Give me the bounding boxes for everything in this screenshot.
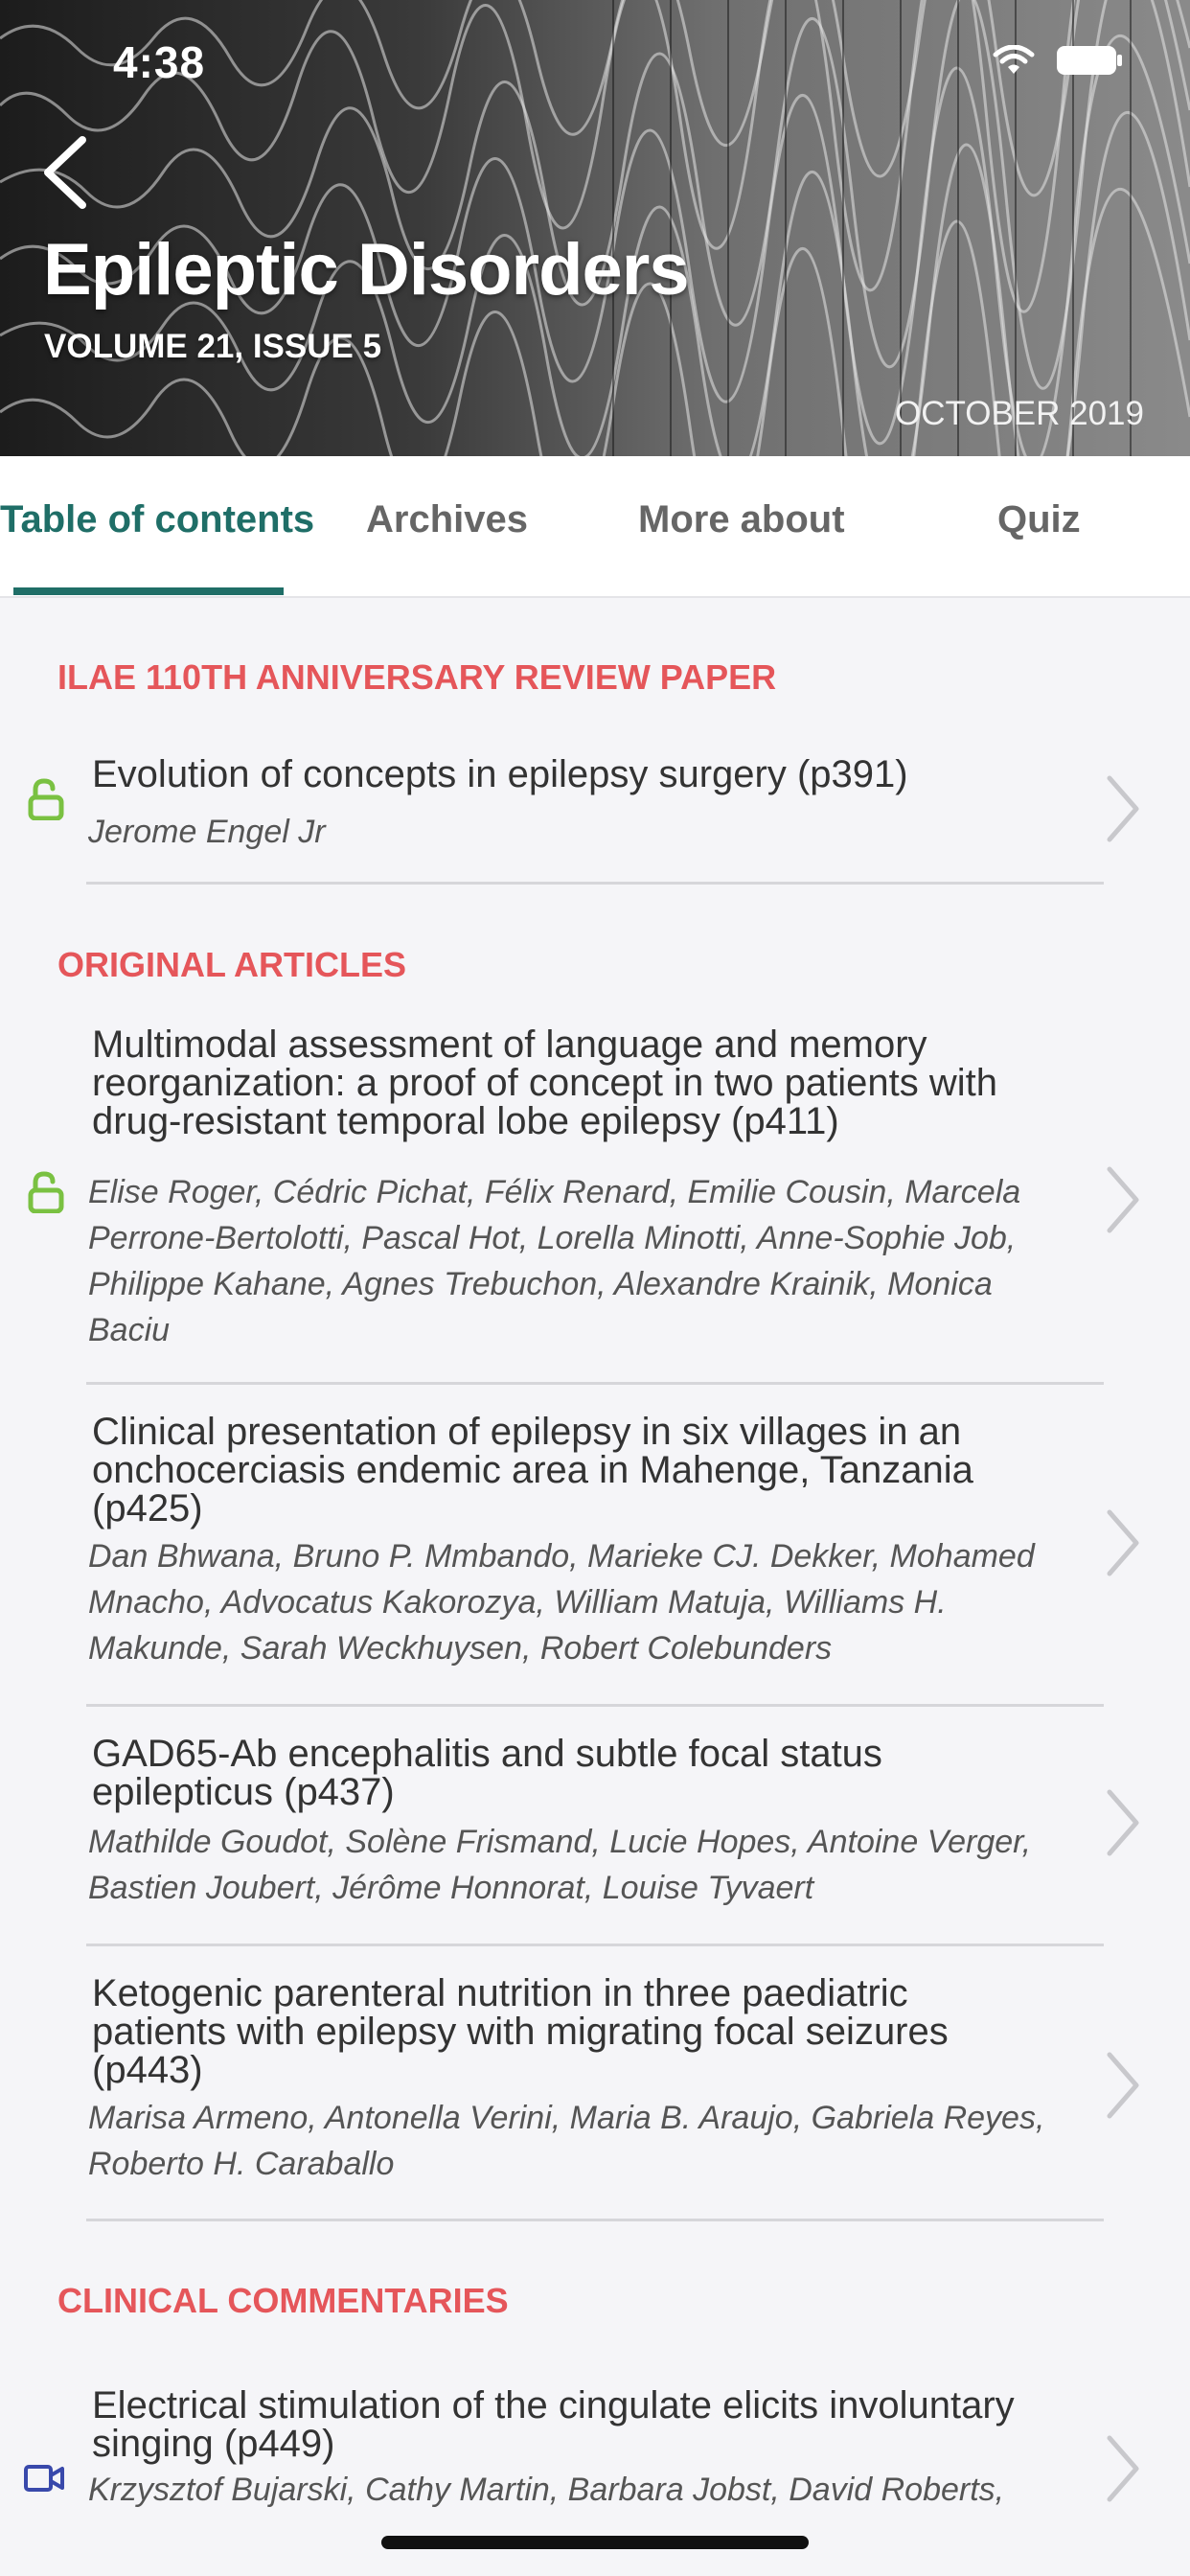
chevron-right-icon [1104,2051,1142,2120]
active-tab-indicator [13,587,284,595]
open-lock-icon [27,1171,65,1213]
article-title: Evolution of concepts in epilepsy surgery (p391) [92,753,908,795]
section-heading: ILAE 110TH ANNIVERSARY REVIEW PAPER [57,657,777,697]
article-row[interactable] [0,738,1190,884]
section-heading: ORIGINAL ARTICLES [57,945,407,984]
status-time: 4:38 [113,37,206,87]
article-title: Ketogenic parenteral nutrition in three paediatric patients with epilepsy with migrating focal seizures (p443) [92,1972,949,2091]
battery-icon [1056,44,1123,77]
wifi-icon [993,45,1035,76]
chevron-right-icon [1104,1165,1142,1234]
article-title: GAD65-Ab encephalitis and subtle focal status epilepticus (p437) [92,1733,882,1813]
article-authors: Dan Bhwana, Bruno P. Mmbando, Marieke CJ. Dekker, Mohamed Mnacho, Advocatus Kakorozya, William Matuja, Williams H. Makunde, Sarah Weckhuysen, Robert Colebunders [88,1538,1035,1667]
article-authors: Jerome Engel Jr [88,814,326,850]
tab-archives[interactable]: Archives [366,498,528,540]
status-icons [993,44,1123,77]
journal-header [0,0,1190,456]
article-title: Multimodal assessment of language and memory reorganization: a proof of concept in two patients with drug-resistant temporal lobe epilepsy (p411) [92,1024,997,1142]
tab-quiz[interactable]: Quiz [997,498,1081,540]
row-divider [86,2219,1104,2221]
chevron-right-icon [1104,1788,1142,1857]
article-authors: Elise Roger, Cédric Pichat, Félix Renard, Emilie Cousin, Marcela Perrone-Bertolotti, Pascal Hot, Lorella Minotti, Anne-Sophie Job, Philippe Kahane, Agnes Trebuchon, Alexandre Krainik, Monica Baciu [88,1174,1021,1348]
chevron-right-icon [1104,1508,1142,1577]
row-divider [86,882,1104,885]
tab-more-about[interactable]: More about [638,498,845,540]
chevron-right-icon [1104,774,1142,843]
article-authors: Mathilde Goudot, Solène Frismand, Lucie Hopes, Antoine Verger, Bastien Joubert, Jérôme Honnorat, Louise Tyvaert [88,1824,1032,1906]
issue-date: OCTOBER 2019 [894,395,1144,432]
video-icon [23,2463,65,2494]
open-lock-icon [27,778,65,820]
article-row[interactable] [0,1384,1190,1704]
article-row[interactable] [0,1025,1190,1382]
section-heading: CLINICAL COMMENTARIES [57,2281,509,2320]
home-indicator[interactable] [381,2536,809,2549]
tab-bar [0,456,1190,598]
tab-table-of-contents[interactable]: Table of contents [0,498,315,540]
article-authors: Krzysztof Bujarski, Cathy Martin, Barbara Jobst, David Roberts, [88,2472,1005,2508]
article-title: Clinical presentation of epilepsy in six villages in an onchocerciasis endemic area in Mahenge, Tanzania (p425) [92,1411,973,1530]
chevron-right-icon [1104,2434,1142,2503]
article-title: Electrical stimulation of the cingulate elicits involuntary singing (p449) [92,2384,1015,2465]
journal-title: Epileptic Disorders [43,229,689,310]
back-arrow-icon[interactable] [36,134,94,211]
issue-volume: VOLUME 21, ISSUE 5 [44,328,382,365]
article-row[interactable] [0,1945,1190,2221]
article-row[interactable] [0,1706,1190,1944]
article-authors: Marisa Armeno, Antonella Verini, Maria B. Araujo, Gabriela Reyes, Roberto H. Caraballo [88,2100,1045,2182]
